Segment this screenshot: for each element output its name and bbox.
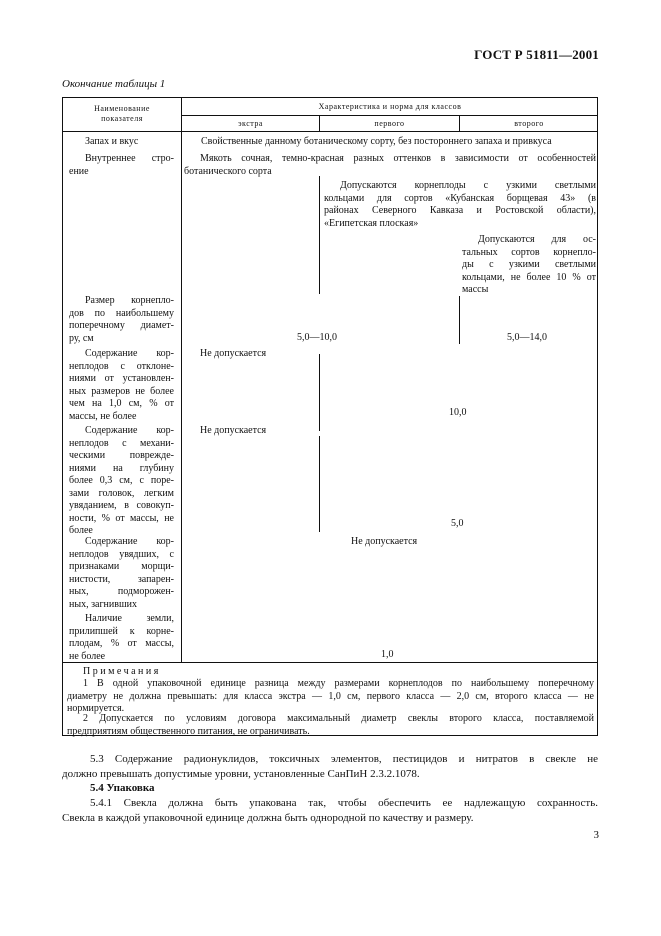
inner-text-first	[324, 180, 596, 230]
row-name-line: массы, не более	[69, 410, 137, 422]
row-name-line: Наличие земли,	[85, 613, 174, 624]
text-line: «Египетская плоская»	[324, 217, 419, 229]
text-line: ботанического сорта	[184, 165, 272, 177]
row-name-line: нистости, запарен-	[69, 573, 174, 585]
first-class-partial-line	[319, 176, 320, 294]
row-name-line: ных, подморожен-	[69, 586, 174, 597]
row-name-line: неплодов увядших, с	[69, 548, 174, 560]
row-name-smell: Запах и вкус	[85, 136, 139, 147]
wilted-value: Не допускается	[351, 536, 418, 547]
damage-extra-value: Не допускается	[200, 425, 267, 436]
row-name-line: не более	[69, 650, 106, 662]
row-name-line: неплодов с механи-	[69, 437, 174, 449]
note-line: 1 В одной упаковочной единице разница между размерами корнеплодов по наибольшему поперечному	[83, 678, 594, 689]
soil-value: 1,0	[381, 649, 394, 660]
document-id: ГОСТ Р 51811—2001	[474, 47, 599, 62]
row-name-line: Внутреннее стро-	[85, 153, 174, 164]
row-name-line: ных, загнивших	[69, 598, 138, 610]
page-number: 3	[593, 829, 599, 841]
smell-value: Свойственные данному ботаническому сорту, без постороннего запаха и привкуса	[201, 136, 552, 147]
row-name-size	[69, 295, 174, 345]
row-name-line: прилипшей к корне-	[69, 625, 174, 637]
row-name-line: ниями на глубину	[69, 462, 174, 474]
header-divider	[181, 115, 598, 116]
row-name-inner	[69, 153, 174, 178]
row-name-line: ческими поврежде-	[69, 450, 174, 461]
text-line: тальных сортов корнепло-	[462, 246, 596, 258]
row-name-line: признаками морщи-	[69, 561, 174, 572]
text-line: районах Северного Кавказа и Ростовской области),	[324, 205, 596, 216]
text-line: ды с узкими светлыми	[462, 259, 596, 270]
row-name-line: более	[69, 525, 93, 536]
notes-title: Примечания	[83, 666, 161, 677]
text-line: Допускаются для ос-	[478, 234, 596, 245]
text-line: кольцами для сортов «Кубанская борщевая 43» (в	[324, 192, 596, 204]
class-header-first: первого	[374, 119, 405, 128]
deviation-value: 10,0	[449, 407, 467, 418]
section-heading-5-4: 5.4 Упаковка	[90, 782, 155, 794]
note-line: предприятиям общественного питания, не ограничивать.	[67, 725, 310, 737]
group-header: Характеристика и норма для классов	[318, 102, 462, 111]
inner-text-all	[184, 153, 596, 178]
col-name-header	[63, 104, 181, 124]
note-line: нормируется.	[67, 703, 125, 714]
size-value-second: 5,0—14,0	[507, 332, 547, 343]
note-line: 2 Допускается по условиям договора максимальный диаметр свеклы второго класса, поставляемой	[83, 713, 594, 724]
col-name-header-line: показателя	[101, 114, 143, 123]
row-name-line: дов по наибольшему	[69, 307, 174, 319]
deviation-extra-value: Не допускается	[200, 348, 267, 359]
row-name-line: Содержание кор-	[85, 536, 174, 547]
row-name-line: плодам, % от массы,	[69, 638, 174, 649]
note-1	[67, 678, 594, 716]
row-name-line: Содержание кор-	[85, 425, 174, 436]
text-line: Допускаются корнеплоды с узкими светлыми	[340, 180, 596, 191]
row-name-deviation	[69, 348, 174, 423]
row-name-line: ру, см	[69, 332, 94, 344]
name-column-line	[181, 131, 182, 662]
row-name-line: ниями от установлен-	[69, 373, 174, 384]
extra-boundary-line-2	[319, 436, 320, 532]
row-name-line: ности, % от массы, не	[69, 512, 174, 524]
paragraph-line: 5.4.1 Свекла должна быть упакована так, чтобы обеспечить ее надлежащую сохранность.	[90, 797, 598, 809]
row-name-line: более 0,3 см, с поре-	[69, 475, 174, 486]
note-line: диаметру не должна превышать: для класса экстра — 1,0 см, первого класса — 2,0 см, второго класса — не	[67, 690, 594, 702]
paragraph-line: Свекла в каждой упаковочной единице должна быть однородной по качеству и размеру.	[62, 812, 474, 824]
paragraph-line: должно превышать допустимые уровни, установленные СанПиН 2.3.2.1078.	[62, 768, 420, 780]
text-line: массы	[462, 284, 489, 295]
paragraph-line: 5.3 Содержание радионуклидов, токсичных элементов, пестицидов и нитратов в свекле не	[90, 753, 598, 765]
row-name-damage	[69, 425, 174, 538]
size-value-extra-first: 5,0—10,0	[297, 332, 337, 343]
class-header-second: второго	[514, 119, 544, 128]
row-name-wilted	[69, 536, 174, 611]
row-name-soil	[69, 613, 174, 663]
text-line: Мякоть сочная, темно-красная разных оттенков в зависимости от особенностей	[200, 153, 596, 164]
header-bottom-line	[63, 131, 598, 132]
damage-value: 5,0	[451, 518, 464, 529]
row-name-line: ных размеров не более	[69, 385, 174, 397]
row-name-line: увяданием, в совокуп-	[69, 500, 174, 511]
row-name-line: поперечному диамет-	[69, 320, 174, 331]
paragraph-5-3	[62, 752, 598, 782]
row-name-line: Размер корнепло-	[85, 295, 174, 306]
quality-table	[62, 97, 598, 736]
col-name-header-line: Наименование	[94, 104, 150, 113]
paragraph-5-4-1	[62, 796, 598, 826]
row-name-line: неплодов с отклоне-	[69, 360, 174, 372]
class-header-extra: экстра	[238, 119, 263, 128]
row-name-line: зами головок, легким	[69, 487, 174, 499]
extra-boundary-line-1	[319, 354, 320, 431]
row-name-line: чем на 1,0 см, % от	[69, 398, 174, 409]
inner-text-second	[462, 234, 596, 297]
text-line: кольцами, не более 10 % от	[462, 271, 596, 283]
note-2	[67, 713, 594, 738]
table-caption: Окончание таблицы 1	[62, 78, 166, 90]
row-name-line: Содержание кор-	[85, 348, 174, 359]
row-name-line: ение	[69, 165, 89, 177]
second-class-partial-line	[459, 296, 460, 344]
